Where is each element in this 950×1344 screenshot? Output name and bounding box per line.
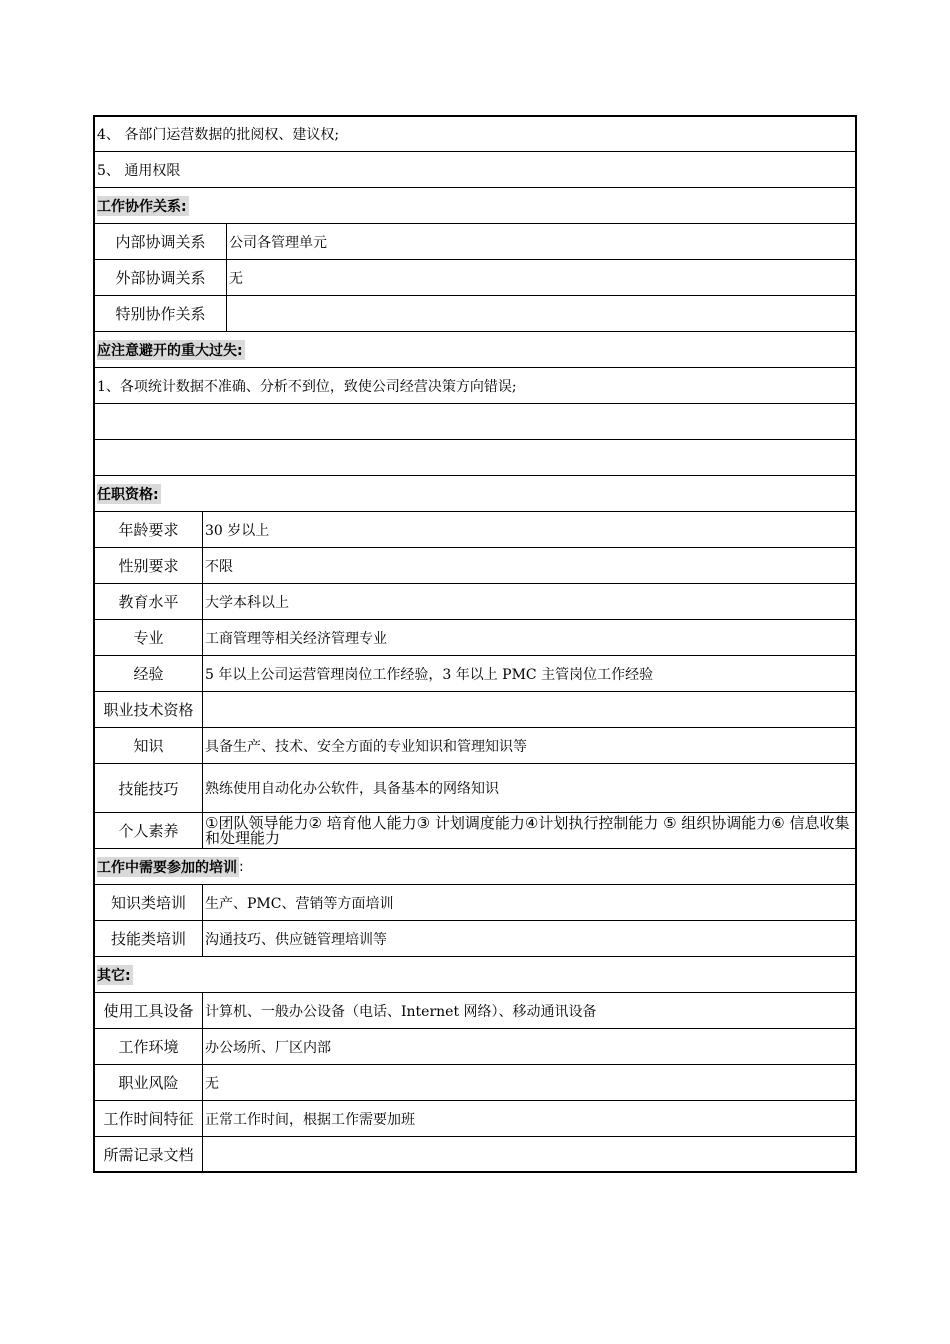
qualification-label: 经验 [95, 656, 203, 691]
qualification-value: 具备生产、技术、安全方面的专业知识和管理知识等 [205, 738, 527, 755]
others-value: 计算机、一般办公设备（电话、Internet 网络）、移动通讯设备 [205, 1003, 597, 1020]
collaboration-heading: 工作协作关系: [97, 196, 189, 216]
others-row [93, 993, 857, 1029]
qualification-label: 职业技术资格 [95, 692, 203, 727]
qualification-row [93, 512, 857, 548]
collaboration-value: 无 [229, 270, 243, 287]
qualification-row [93, 692, 857, 728]
qualification-row [93, 656, 857, 692]
faults-item: 1、各项统计数据不准确、分析不到位，致使公司经营决策方向错误; [97, 378, 517, 395]
collaboration-heading-row [93, 188, 857, 224]
faults-item [95, 404, 99, 439]
others-label: 职业风险 [95, 1065, 203, 1100]
others-value: 正常工作时间，根据工作需要加班 [205, 1111, 415, 1128]
faults-heading-row [93, 332, 857, 368]
others-row [93, 1101, 857, 1137]
training-heading: 工作中需要参加的培训 [97, 857, 239, 877]
others-heading-row [93, 957, 857, 993]
qualification-value: 30 岁以上 [205, 522, 270, 539]
rights-row-4 [93, 115, 857, 152]
others-heading: 其它: [97, 965, 133, 985]
faults-row [93, 404, 857, 440]
training-value: 沟通技巧、供应链管理培训等 [205, 931, 387, 948]
faults-heading: 应注意避开的重大过失: [97, 340, 245, 360]
qualification-value: 不限 [205, 558, 233, 575]
others-label: 工作时间特征 [95, 1101, 203, 1136]
qualification-value: 熟练使用自动化办公软件，具备基本的网络知识 [205, 781, 499, 797]
qualification-label: 年龄要求 [95, 512, 203, 547]
qualification-label: 性别要求 [95, 548, 203, 583]
qualification-label: 技能技巧 [95, 764, 203, 812]
training-heading-suffix: : [239, 858, 244, 875]
training-label: 技能类培训 [95, 921, 203, 956]
training-heading-row [93, 849, 857, 885]
collaboration-row [93, 296, 857, 332]
qualification-row [93, 548, 857, 584]
qualification-label: 专业 [95, 620, 203, 655]
others-value: 办公场所、厂区内部 [205, 1039, 331, 1056]
qualification-row [93, 620, 857, 656]
training-row [93, 885, 857, 921]
qualification-label: 知识 [95, 728, 203, 763]
others-label: 使用工具设备 [95, 993, 203, 1028]
qualification-value: ①团队领导能力② 培育他人能力③ 计划调度能力④计划执行控制能力 ⑤ 组织协调能力⑥ 信息收集和处理能力 [205, 813, 850, 847]
others-row [93, 1065, 857, 1101]
faults-row [93, 440, 857, 476]
faults-item [95, 440, 99, 475]
collaboration-row [93, 224, 857, 260]
collaboration-label: 内部协调关系 [95, 224, 227, 259]
qualification-row [93, 764, 857, 813]
collaboration-label: 特别协作关系 [95, 296, 227, 331]
rights-item-5: 5、 通用权限 [97, 162, 181, 179]
qualification-row [93, 584, 857, 620]
rights-item-4: 4、 各部门运营数据的批阅权、建议权; [97, 127, 340, 143]
qualifications-heading-row [93, 476, 857, 512]
qualification-row [93, 728, 857, 764]
qualifications-heading: 任职资格: [97, 484, 161, 504]
faults-row [93, 368, 857, 404]
qualification-label: 教育水平 [95, 584, 203, 619]
qualification-value: 5 年以上公司运营管理岗位工作经验，3 年以上 PMC 主管岗位工作经验 [205, 666, 654, 683]
rights-row-5 [93, 152, 857, 188]
training-row [93, 921, 857, 957]
training-label: 知识类培训 [95, 885, 203, 920]
collaboration-label: 外部协调关系 [95, 260, 227, 295]
qualification-row [93, 813, 857, 849]
others-row [93, 1137, 857, 1173]
collaboration-value: 公司各管理单元 [229, 234, 327, 251]
others-row [93, 1029, 857, 1065]
qualification-value: 工商管理等相关经济管理专业 [205, 630, 387, 647]
qualification-label: 个人素养 [95, 813, 203, 848]
training-value: 生产、PMC、营销等方面培训 [205, 895, 394, 912]
collaboration-row [93, 260, 857, 296]
others-label: 工作环境 [95, 1029, 203, 1064]
qualification-value: 大学本科以上 [205, 594, 289, 611]
job-description-table [93, 115, 857, 1173]
others-label: 所需记录文档 [95, 1137, 203, 1171]
qualification-value [203, 692, 855, 727]
collaboration-value [227, 296, 855, 331]
others-value: 无 [205, 1075, 219, 1092]
others-value [203, 1137, 855, 1171]
